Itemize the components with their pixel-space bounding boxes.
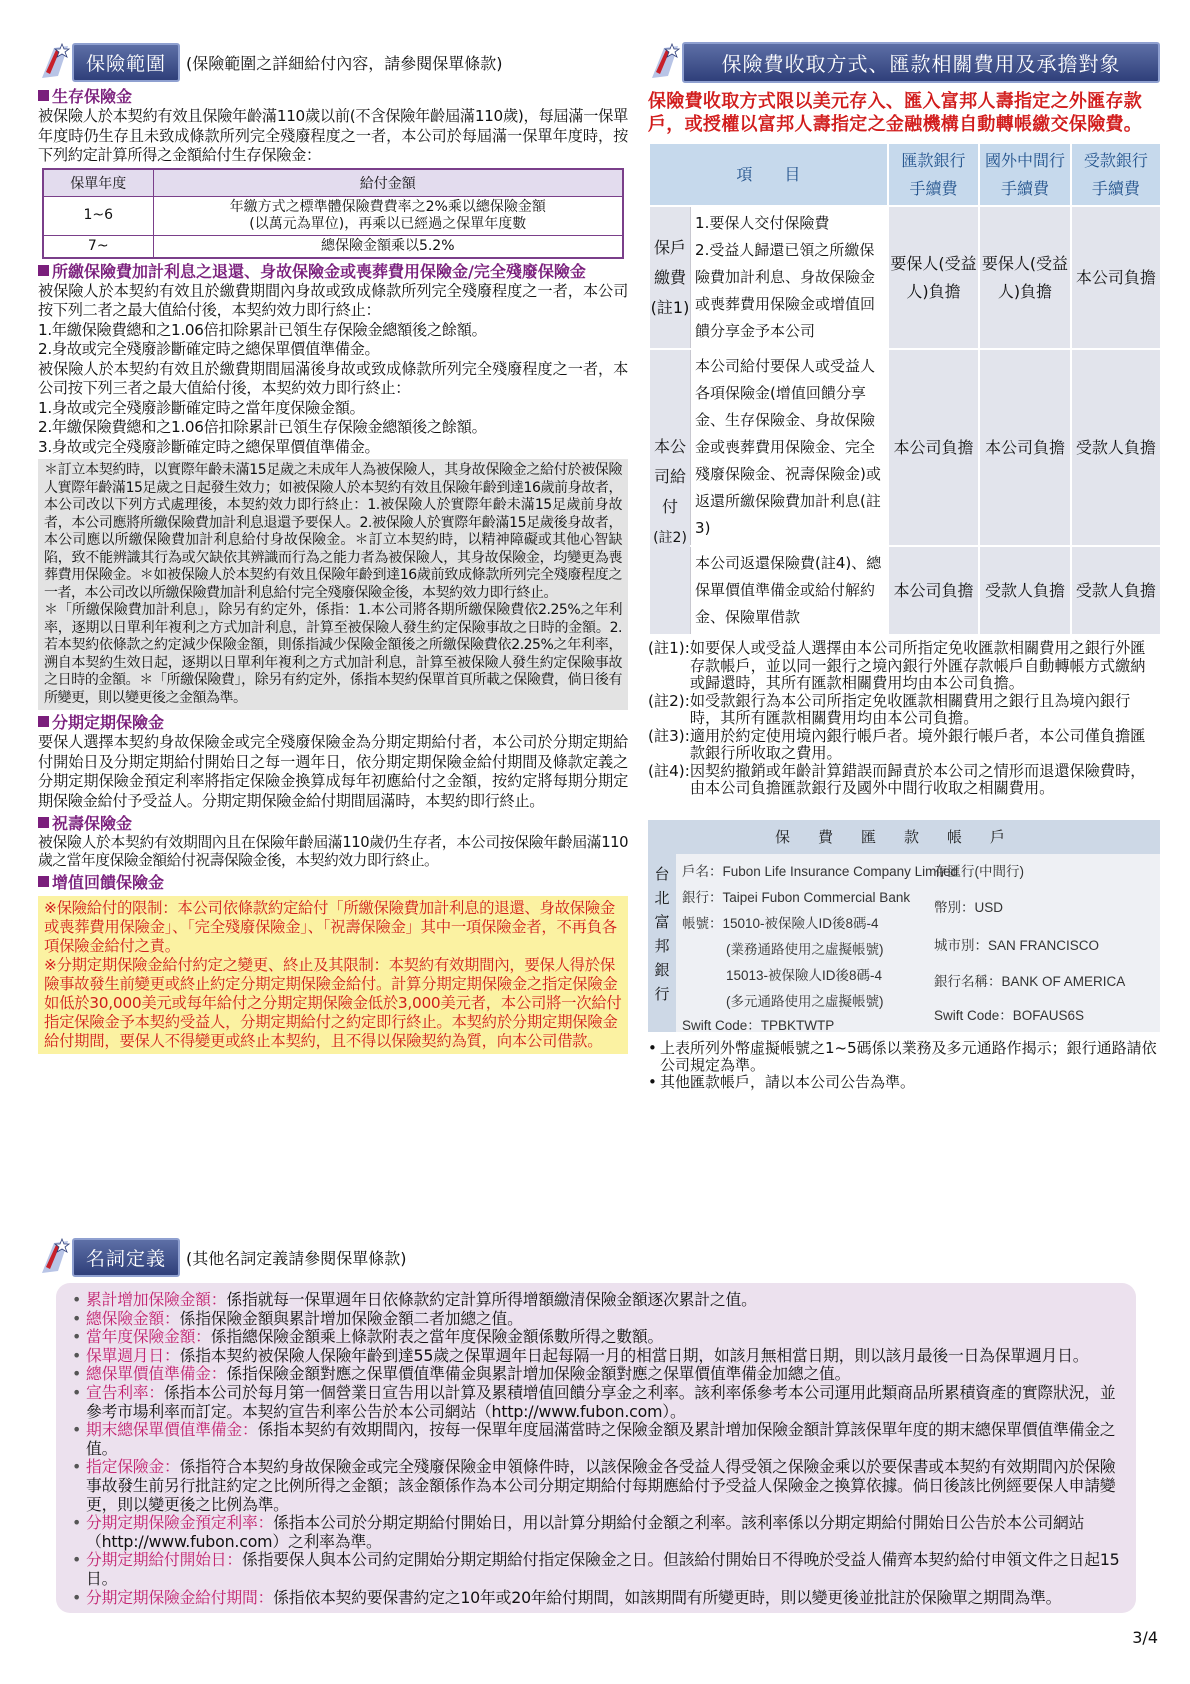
- account-note: (多元通路使用之虛擬帳號): [726, 993, 884, 1009]
- account-bullets: [648, 1040, 1160, 1091]
- city: 城市別：SAN FRANCISCO: [934, 937, 1100, 953]
- table-cell: 1.要保人交付保險費 2.受益人歸還已領之所繳保險費加計利息、身故保險金或喪葬費用保險金或增值回饋分享金予本公司: [691, 206, 888, 349]
- bank-name: 銀行名稱：BANK OF AMERICA: [934, 973, 1126, 989]
- swift-code: Swift Code：BOFAUS6S: [934, 1007, 1085, 1023]
- account-number: 帳號：15010-被保險人ID後8碼-4: [682, 915, 879, 931]
- definition-item: • 期末總保單價值準備金：係指本契約有效期間內，按每一保單年度屆滿當時之保險金額及累計增加保險金額計算該保單年度的期末總保單價值準備金之值。: [72, 1420, 1116, 1458]
- definitions-title: 名詞定義: [72, 1238, 180, 1277]
- table-header: 保單年度: [43, 169, 153, 197]
- limitation-warning-box: [38, 896, 628, 1054]
- table-cell: 本公司給付要保人或受益人各項保險金(增值回饋分享金、生存保險金、身故保險金或喪葬費用保險金、完全殘廢保險金、祝壽保險金)或返還所繳保險費加計利息(註3): [691, 349, 888, 546]
- table-header: 給付金額: [153, 169, 623, 197]
- list-item: 3.身故或完全殘廢診斷確定時之總保單價值準備金。: [38, 437, 380, 456]
- currency: 幣別：USD: [934, 899, 1004, 915]
- definition-item: • 總保單價值準備金：係指保險金額對應之保單價值準備金與累計增加保險金額對應之保單價值準備金加總之值。: [72, 1364, 851, 1384]
- note-item: (註3): 適用於約定使用境內銀行帳戶者。境外銀行帳戶者，本公司僅負擔匯款銀行所收取之費用。: [648, 726, 1146, 762]
- warning-text: ※保險給付的限制：本公司依條款約定給付「所繳保險費加計利息的退還、身故保險金或喪葬費用保險金」、「完全殘廢保險金」、「祝壽保險金」其中一項保險金者，不再負各項保險金給付之責。: [44, 899, 617, 955]
- installment-heading: 分期定期保險金: [38, 713, 628, 733]
- refund-p2: 被保險人於本契約有效且於繳費期間屆滿後身故或致成條款所列完全殘廢程度之一者，本公司按下列三者之最大值給付後，本契約效力即行終止：: [38, 359, 628, 397]
- survival-heading: 生存保險金: [38, 87, 628, 107]
- table-cell: 1~6: [43, 196, 153, 235]
- group-label: 本公司給付 (註2): [649, 349, 691, 634]
- note-item: (註1): 如要保人或受益人選擇由本公司所指定免收匯款相關費用之銀行外匯存款帳戶，並以同一銀行之境內銀行外匯存款帳戶自動轉帳方式繳納或歸還時，其所有匯款相關費用均由本公司負擔。: [648, 639, 1146, 692]
- table-header: 項 目: [649, 144, 888, 206]
- table-cell: 本公司負擔: [1071, 206, 1160, 349]
- swift-code: Swift Code：TPBKTWTP: [682, 1017, 835, 1033]
- definition-item: • 當年度保險金額：係指總保險金額乘上條款附表之當年度保險金額係數所得之數額。: [72, 1327, 664, 1347]
- table-row: [43, 235, 623, 258]
- definitions-banner: [38, 1235, 1160, 1279]
- account-header: 保費匯款帳戶: [648, 820, 1160, 854]
- refund-p1: 被保險人於本契約有效且於繳費期間內身故或致成條款所列完全殘廢程度之一者，本公司按下列二者之最大值給付後，本契約效力即行終止：: [38, 281, 628, 319]
- table-row: [43, 196, 623, 235]
- definitions-box: [56, 1283, 1136, 1613]
- right-column: [648, 40, 1160, 1091]
- table-cell: 要保人(受益人)負擔: [888, 206, 979, 349]
- scope-note: (保險範圍之詳細給付內容，請參閱保單條款): [186, 53, 503, 73]
- list-item: • 上表所列外幣虛擬帳號之1~5碼係以業務及多元通路作揭示；銀行通路請依公司規定為準。: [648, 1038, 1157, 1074]
- note-item: (註2): 如受款銀行為本公司所指定免收匯款相關費用之銀行且為境內銀行時，其所有匯款相關費用均由本公司負擔。: [648, 691, 1131, 727]
- table-cell: 年繳方式之標準體保險費費率之2%乘以總保險金額 (以萬元為單位)，再乘以已經過之保單年度數: [153, 196, 623, 235]
- table-row: [649, 546, 1160, 634]
- account-bank: 銀行：Taipei Fubon Commercial Bank: [682, 889, 911, 905]
- left-column: [38, 40, 628, 1054]
- refund-heading: 所繳保險費加計利息之退還、身故保險金或喪葬費用保險金/完全殘廢保險金: [38, 262, 628, 282]
- table-cell: 本公司負擔: [979, 349, 1070, 546]
- longevity-heading: 祝壽保險金: [38, 814, 628, 834]
- list-item: • 其他匯款帳戶，請以本公司公告為準。: [648, 1072, 916, 1091]
- table-cell: 受款人負擔: [1071, 349, 1160, 546]
- fee-notes: [648, 640, 1160, 798]
- definition-item: • 分期定期保險金預定利率：係指本公司於分期定期給付開始日，用以計算分期給付金額之利率。該利率係以分期定期給付開始日公告於本公司網站（http://www.fubon.com）之利率為準。: [72, 1513, 1085, 1551]
- scope-title: 保險範圍: [72, 43, 180, 82]
- definition-item: • 總保險金額：係指保險金額與累計增加保險金額二者加總之值。: [72, 1308, 523, 1328]
- list-item: 1.年繳保險費總和之1.06倍扣除累計已領生存保險金總額後之餘額。: [38, 320, 487, 339]
- payment-banner: [648, 40, 1160, 84]
- list-item: 2.年繳保險費總和之1.06倍扣除累計已領生存保險金總額後之餘額。: [38, 418, 487, 436]
- table-cell: 總保險金額乘以5.2%: [153, 235, 623, 258]
- definition-item: • 宣告利率：係指本公司於每月第一個營業日宣告用以計算及累積增值回饋分享金之利率。該利率係參考本公司運用此類商品所累積資產的實際狀況，並參考市場利率而訂定。本契約宣告利率公告於本公司網站（http://www.fubon.com）。: [72, 1382, 1116, 1421]
- account-number: 15013-被保險人ID後8碼-4: [726, 967, 883, 983]
- page-number: 3/4: [1132, 1628, 1158, 1647]
- table-row: [649, 206, 1160, 349]
- dividend-heading: 增值回饋保險金: [38, 873, 628, 893]
- payment-intro: 保險費收取方式限以美元存入、匯入富邦人壽指定之外匯存款戶，或授權以富邦人壽指定之金融機構自動轉帳繳交保險費。: [648, 91, 1143, 135]
- table-row: [649, 349, 1160, 546]
- table-cell: 7~: [43, 235, 153, 258]
- table-cell: 本公司返還保險費(註4)、總保單價值準備金或給付解約金、保險單借款: [691, 546, 888, 634]
- definitions-note: (其他名詞定義請參閱保單條款): [186, 1248, 407, 1268]
- flag-star-icon: [648, 42, 682, 82]
- table-cell: 要保人(受益人)負擔: [979, 206, 1070, 349]
- definition-item: • 指定保險金：係指符合本契約身故保險金或完全殘廢保險金申領條件時，以該保險金各受益人得受領之保險金乘以於要保書或本契約有效期間內於保險事故發生前另行批註約定之比例所得之金額；該金額係作為本公司分期定期給付每期應給付予受益人保險金之換算依據。倘日後該比例經要保人申請變更，則以變更後之比例為準。: [72, 1457, 1116, 1514]
- table-cell: 本公司負擔: [888, 546, 979, 634]
- definition-item: • 分期定期保險金給付期間：係指依本契約要保書約定之10年或20年給付期間，如該期間有所變更時，則以變更後並批註於保險單之期間為準。: [72, 1587, 1062, 1607]
- fee-table: [648, 144, 1160, 634]
- installment-text: 要保人選擇本契約身故保險金或完全殘廢保險金為分期定期給付者，本公司於分期定期給付開始日及分期定期給付開始日之每一週年日，依分期定期保險金給付期間及條款定義之分期定期保險金預定利率將指定保險金換算成每年初應給付之金額，按約定將每期分期定期保險金給付予受益人。分期定期保險金給付期間屆滿時，本契約即行終止。: [38, 733, 628, 810]
- table-header: 國外中間行 手續費: [979, 144, 1070, 206]
- minor-insured-note: ＊訂立本契約時，以實際年齡未滿15足歲之未成年人為被保險人，其身故保險金之給付於被保險人實際年齡滿15足歲之日起發生效力；如被保險人於本契約有效且保險年齡到達16歲前身故者，本公司改以下列方式處理後，本契約效力即行終止：1.被保險人於實際年齡未滿15足歲前身故者，本公司應將所繳保險費加計利息退還予要保人。2.被保險人於實際年齡滿15足歲後身故者，本公司應以所繳保險費加計利息給付身故保險金。＊訂立本契約時，以精神障礙或其他心智缺陷，致不能辨識其行為或欠缺依其辨識而行為之能力者為被保險人，其身故保險金，均變更為喪葬費用保險金。＊如被保險人於本契約有效且保險年齡到達16歲前致成條款所列完全殘廢程度之一者，本公司改以所繳保險費加計利息給付完全殘廢保險金後，本契約效力即行終止。 ＊「所繳保險費加計利息」，除另有約定外，係指：1.本公司將各期所繳保險費依2.25%之年利率，逐期以日單利年複利之方式加計利息，計算至被保險人發生約定保險事故之日時的金額。2.若本契約依條款之約定減少保險金額，則係指減少保險金額後之所繳保險費依2.25%之年利率，溯自本契約生效日起，逐期以日單利年複利之方式加計利息，計算至被保險人發生約定保險事故之日時的金額。＊「所繳保險費」，除另有約定外，係指本契約保單首頁所載之保險費，倘日後有所變更，則以變更後之金額為準。: [38, 459, 628, 710]
- table-cell: 受款人負擔: [1071, 546, 1160, 634]
- survival-text: 被保險人於本契約有效且保險年齡滿110歲以前(不含保險年齡屆滿110歲)，每屆滿一保單年度時仍生存且未致成條款所列完全殘廢程度之一者，本公司於每屆滿一保單年度時，按下列約定計算所得之金額給付生存保險金：: [38, 107, 628, 164]
- remittance-account-box: [648, 820, 1160, 1032]
- flag-star-icon: [38, 42, 72, 82]
- list-item: 1.身故或完全殘廢診斷確定時之當年度保險金額。: [38, 398, 365, 417]
- table-cell: 受款人負擔: [979, 546, 1070, 634]
- group-label: 保戶繳費(註1): [649, 206, 691, 349]
- definition-item: • 分期定期給付開始日：係指要保人與本公司約定開始分期定期給付指定保險金之日。但該給付開始日不得晚於受益人備齊本契約給付申領文件之日起15日。: [72, 1550, 1120, 1588]
- survival-table: [42, 168, 624, 259]
- account-holder: 戶名：Fubon Life Insurance Company Limited: [682, 863, 959, 879]
- account-note: (業務通路使用之虛擬帳號): [726, 941, 884, 957]
- payment-title: 保險費收取方式、匯款相關費用及承擔對象: [682, 42, 1160, 83]
- table-cell: 本公司負擔: [888, 349, 979, 546]
- definition-item: • 保單週月日：係指本契約被保險人保險年齡到達55歲之保單週年日起每隔一月的相當日期，如該月無相當日期，則以該月最後一日為保單週月日。: [72, 1345, 1089, 1365]
- definition-item: • 累計增加保險金額：係指就每一保單週年日依條款約定計算所得增額繳清保險金額逐次累計之值。: [72, 1290, 757, 1309]
- bank-side-label: 台 北 富 邦 銀 行: [648, 854, 676, 1032]
- note-item: (註4): 因契約撤銷或年齡計算錯誤而歸責於本公司之情形而退還保險費時，由本公司負擔匯款銀行及國外中間行收取之相關費用。: [648, 761, 1146, 797]
- table-header: 匯款銀行 手續費: [888, 144, 979, 206]
- warning-text: ※分期定期保險金給付約定之變更、終止及其限制：本契約有效期間內，要保人得於保險事故發生前變更或終止約定分期定期保險金給付。計算分期定期保險金之指定保險金如低於30,000美元或每年給付之分期定期保險金低於3,000美元者，本公司將一次給付指定保險金予本契約受益人，分期定期給付之約定即行終止。本契約於分期定期保險金給付期間，要保人不得變更或終止本契約，且不得以保險契約為質，向本公司借款。: [44, 956, 622, 1050]
- definitions-section: [38, 1235, 1160, 1613]
- longevity-text: 被保險人於本契約有效期間內且在保險年齡屆滿110歲仍生存者，本公司按保險年齡屆滿110歲之當年度保險金額給付祝壽保險金後，本契約效力即行終止。: [38, 834, 628, 869]
- flag-star-icon: [38, 1237, 72, 1277]
- scope-banner: [38, 40, 628, 84]
- intermediary-bank: 存匯行(中間行): [934, 863, 1024, 879]
- list-item: 2.身故或完全殘廢診斷確定時之總保單價值準備金。: [38, 340, 380, 358]
- table-header: 受款銀行 手續費: [1071, 144, 1160, 206]
